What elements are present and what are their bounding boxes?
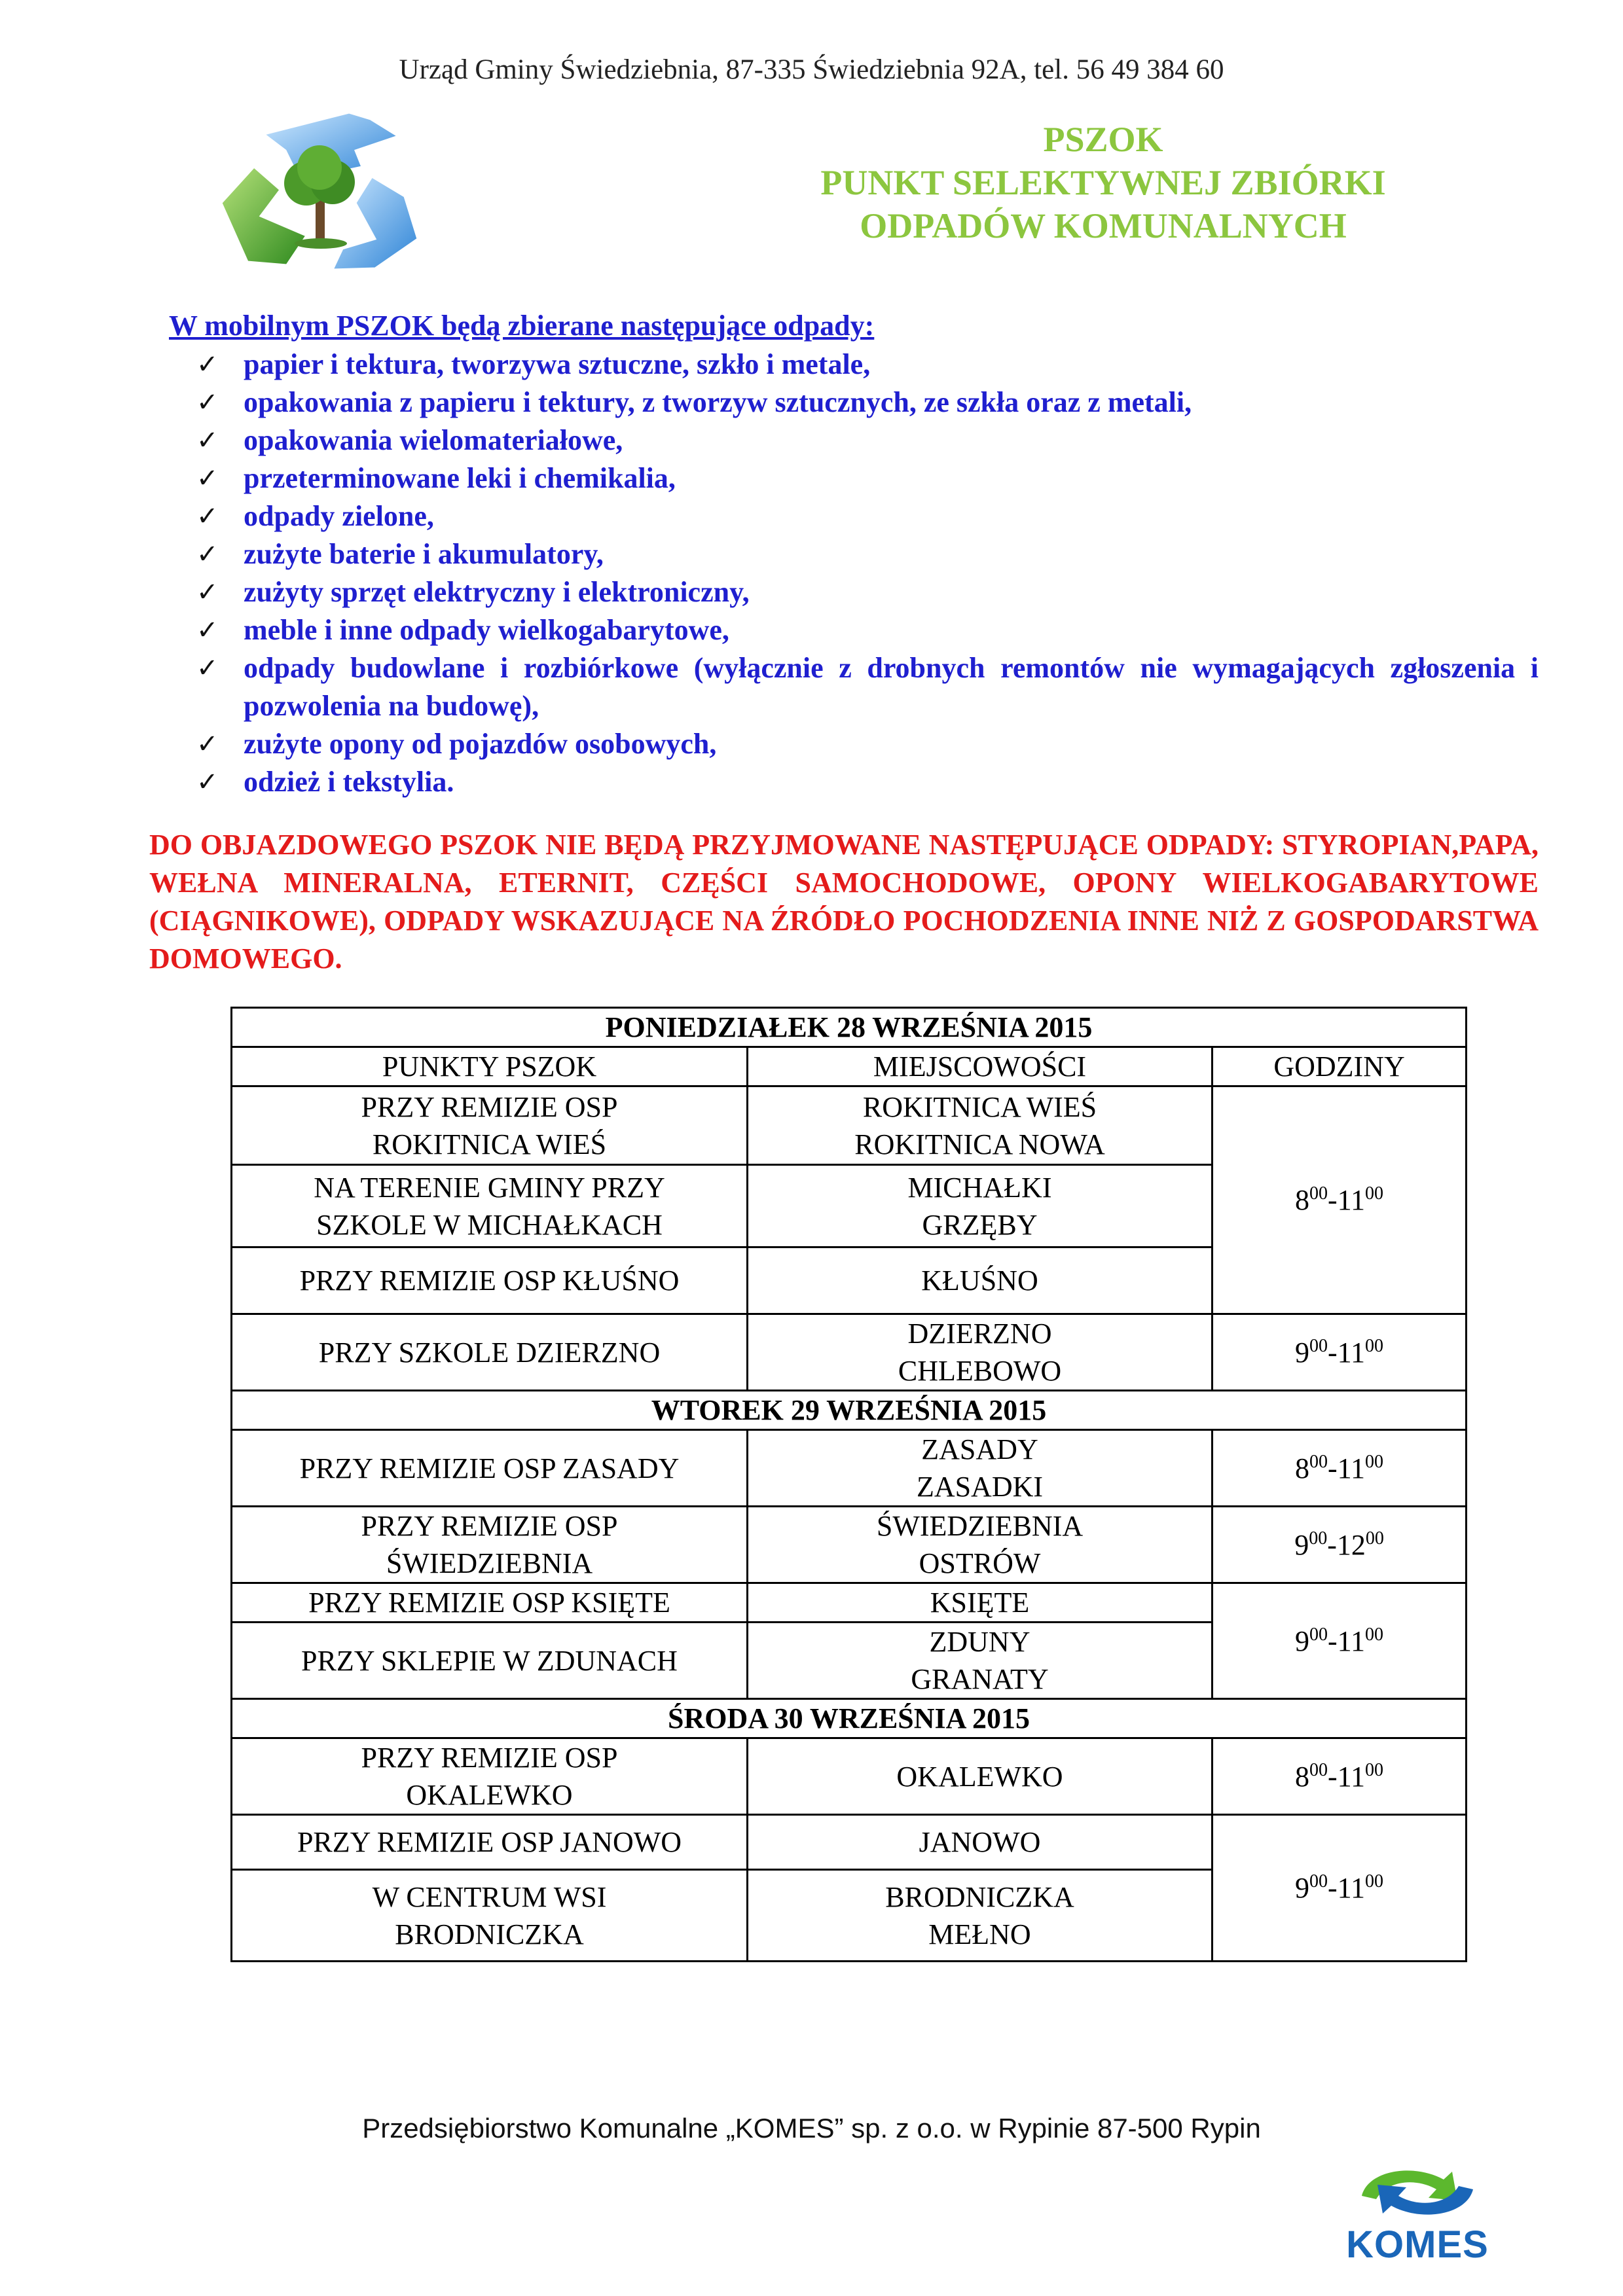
point-cell: PRZY REMIZIE OSP ŚWIEDZIEBNIA — [232, 1507, 748, 1583]
list-item — [196, 573, 1539, 611]
point-cell: PRZY SZKOLE DZIERZNO — [232, 1314, 748, 1391]
hours-cell: $8^{00}-11^{00}$ — [1213, 1430, 1467, 1507]
hours-cell: $9^{00}-12^{00}$ — [1213, 1507, 1467, 1583]
hours-cell: $9^{00}-11^{00}$ — [1213, 1583, 1467, 1699]
places-cell: KŁUŚNO — [748, 1247, 1213, 1314]
checkmark-icon: ✓ — [196, 653, 219, 683]
point-cell: PRZY REMIZIE OSP JANOWO — [232, 1815, 748, 1870]
column-header-row — [232, 1047, 1467, 1086]
day-header-tuesday: WTOREK 29 WRZEŚNIA 2015 — [232, 1391, 1467, 1430]
list-item — [196, 346, 1539, 384]
checkmark-icon: ✓ — [196, 729, 219, 759]
list-item-text: opakowania wielomateriałowe, — [244, 424, 623, 456]
places-cell: JANOWO — [748, 1815, 1213, 1870]
places-cell: ŚWIEDZIEBNIA OSTRÓW — [748, 1507, 1213, 1583]
list-item-text: meble i inne odpady wielkogabarytowe, — [244, 614, 729, 646]
point-cell: PRZY REMIZIE OSP OKALEWKO — [232, 1738, 748, 1815]
komes-logo-text: KOMES — [1346, 2223, 1489, 2266]
list-item — [196, 459, 1539, 497]
day-header-wednesday: ŚRODA 30 WRZEŚNIA 2015 — [232, 1699, 1467, 1738]
places-cell: OKALEWKO — [748, 1738, 1213, 1815]
list-item-text: odpady zielone, — [244, 500, 434, 532]
places-cell: KSIĘTE — [748, 1583, 1213, 1623]
hours-cell: $8^{00}-11^{00}$ — [1213, 1738, 1467, 1815]
checkmark-icon: ✓ — [196, 615, 219, 645]
accepted-waste-list — [196, 346, 1539, 801]
list-item-text: odzież i tekstylia. — [244, 766, 454, 798]
list-item-text: odpady budowlane i rozbiórkowe (wyłącznie z drobnych remontów nie wymagających zgłoszenia i pozwolenia na budowę), — [244, 652, 1539, 722]
recycling-tree-logo — [208, 105, 431, 281]
checkmark-icon: ✓ — [196, 387, 219, 418]
checkmark-icon: ✓ — [196, 577, 219, 607]
places-cell: BRODNICZKA MEŁNO — [748, 1870, 1213, 1962]
list-item-text: zużyte baterie i akumulatory, — [244, 538, 604, 570]
rejected-waste-warning: DO OBJAZDOWEGO PSZOK NIE BĘDĄ PRZYJMOWANE NASTĘPUJĄCE ODPADY: STYROPIAN,PAPA, WEŁNA MINERALNA, ETERNIT, CZĘŚCI SAMOCHODOWE, OPONY WIELKOGABARYTOWE (CIĄGNIKOWE), ODPADY WSKAZUJĄCE NA ŹRÓDŁO POCHODZENIA INNE NIŻ Z GOSPODARSTWA DOMOWEGO. — [149, 829, 1539, 975]
list-item — [196, 763, 1539, 801]
header-hours: GODZINY — [1213, 1047, 1467, 1086]
list-item — [196, 497, 1539, 535]
point-cell: NA TERENIE GMINY PRZY SZKOLE W MICHAŁKACH — [232, 1165, 748, 1247]
document-title — [773, 118, 1434, 247]
header-places: MIEJSCOWOŚCI — [748, 1047, 1213, 1086]
footer-company: Przedsiębiorstwo Komunalne „KOMES” sp. z o.o. w Rypinie 87-500 Rypin — [362, 2113, 1261, 2144]
places-cell: ZASADY ZASADKI — [748, 1430, 1213, 1507]
table-row — [232, 1086, 1467, 1165]
table-row — [232, 1738, 1467, 1815]
list-item-text: papier i tektura, tworzywa sztuczne, szkło i metale, — [244, 348, 871, 380]
header-points: PUNKTY PSZOK — [232, 1047, 748, 1086]
point-cell: PRZY REMIZIE OSP ROKITNICA WIEŚ — [232, 1086, 748, 1165]
table-row — [232, 1507, 1467, 1583]
checkmark-icon: ✓ — [196, 350, 219, 380]
point-cell: PRZY REMIZIE OSP KŁUŚNO — [232, 1247, 748, 1314]
list-item — [196, 535, 1539, 573]
places-cell: ZDUNY GRANATY — [748, 1623, 1213, 1699]
list-item-text: opakowania z papieru i tektury, z tworzyw sztucznych, ze szkła oraz z metali, — [244, 386, 1192, 418]
checkmark-icon: ✓ — [196, 501, 219, 531]
point-cell: PRZY SKLEPIE W ZDUNACH — [232, 1623, 748, 1699]
hours-cell: $9^{00}-11^{00}$ — [1213, 1314, 1467, 1391]
list-item — [196, 649, 1539, 725]
day-header-monday: PONIEDZIAŁEK 28 WRZEŚNIA 2015 — [232, 1008, 1467, 1047]
point-cell: PRZY REMIZIE OSP ZASADY — [232, 1430, 748, 1507]
hours-cell: $9^{00}-11^{00}$ — [1213, 1815, 1467, 1962]
table-row — [232, 1314, 1467, 1391]
day-row — [232, 1699, 1467, 1738]
list-item-text: zużyte opony od pojazdów osobowych, — [244, 728, 717, 760]
accepted-waste-intro: W mobilnym PSZOK będą zbierane następujące odpady: — [169, 310, 875, 342]
checkmark-icon: ✓ — [196, 463, 219, 493]
places-cell: DZIERZNO CHLEBOWO — [748, 1314, 1213, 1391]
table-row — [232, 1815, 1467, 1870]
hours-cell: $8^{00}-11^{00}$ — [1213, 1086, 1467, 1314]
title-line-3: ODPADÓW KOMUNALNYCH — [860, 206, 1347, 245]
list-item-text: przeterminowane leki i chemikalia, — [244, 462, 676, 494]
places-cell: MICHAŁKI GRZĘBY — [748, 1165, 1213, 1247]
list-item-text: zużyty sprzęt elektryczny i elektroniczny, — [244, 576, 750, 608]
checkmark-icon: ✓ — [196, 767, 219, 797]
list-item — [196, 725, 1539, 763]
point-cell: W CENTRUM WSI BRODNICZKA — [232, 1870, 748, 1962]
places-cell: ROKITNICA WIEŚ ROKITNICA NOWA — [748, 1086, 1213, 1165]
table-row — [232, 1430, 1467, 1507]
list-item — [196, 384, 1539, 422]
title-line-1: PSZOK — [1043, 120, 1163, 159]
list-item — [196, 611, 1539, 649]
day-row — [232, 1391, 1467, 1430]
komes-arrows-icon — [1336, 2160, 1499, 2225]
day-row — [232, 1008, 1467, 1047]
table-row — [232, 1583, 1467, 1623]
checkmark-icon: ✓ — [196, 425, 219, 456]
list-item — [196, 422, 1539, 459]
office-address-line: Urząd Gminy Świedziebnia, 87-335 Świedziebnia 92A, tel. 56 49 384 60 — [399, 54, 1224, 85]
point-cell: PRZY REMIZIE OSP KSIĘTE — [232, 1583, 748, 1623]
schedule-table — [230, 1007, 1467, 1962]
checkmark-icon: ✓ — [196, 539, 219, 569]
komes-logo — [1336, 2160, 1499, 2265]
title-line-2: PUNKT SELEKTYWNEJ ZBIÓRKI — [820, 163, 1386, 202]
